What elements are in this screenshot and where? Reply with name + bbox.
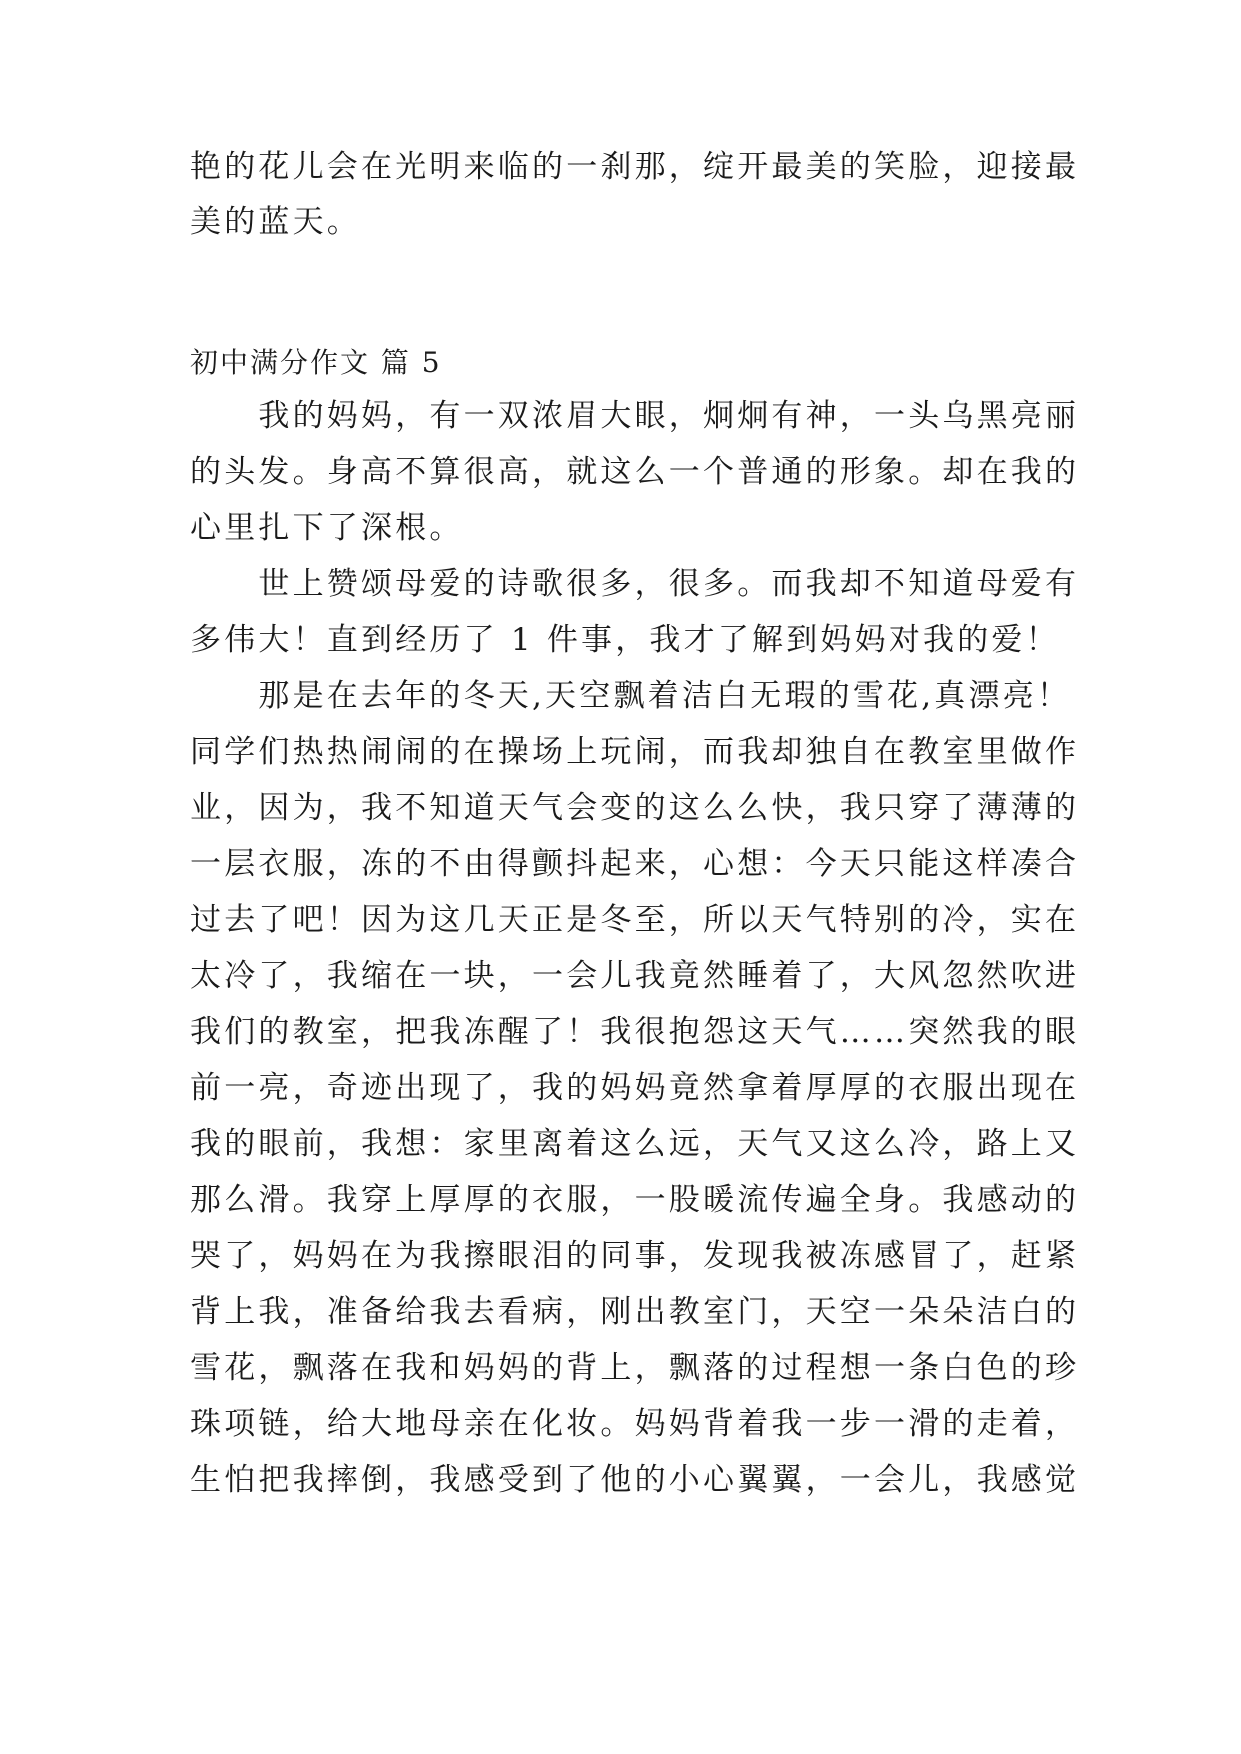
body-line: 的头发。身高不算很高，就这么一个普通的形象。却在我的 — [190, 454, 1080, 490]
body-line: 太冷了，我缩在一块，一会儿我竟然睡着了，大风忽然吹进 — [190, 958, 1080, 994]
body-line: 同学们热热闹闹的在操场上玩闹，而我却独自在教室里做作 — [190, 734, 1080, 770]
body-line: 世上赞颂母爱的诗歌很多，很多。而我却不知道母爱有 — [190, 566, 1080, 602]
body-line: 我的妈妈，有一双浓眉大眼，炯炯有神，一头乌黑亮丽 — [190, 398, 1080, 434]
section-heading: 初中满分作文 篇 5 — [190, 346, 442, 379]
body-line: 业，因为，我不知道天气会变的这么么快，我只穿了薄薄的 — [190, 790, 1080, 826]
body-line: 那么滑。我穿上厚厚的衣服，一股暖流传遍全身。我感动的 — [190, 1182, 1080, 1218]
body-line: 前一亮，奇迹出现了，我的妈妈竟然拿着厚厚的衣服出现在 — [190, 1070, 1080, 1106]
body-line: 我的眼前，我想：家里离着这么远，天气又这么冷，路上又 — [190, 1126, 1080, 1162]
body-line: 一层衣服，冻的不由得颤抖起来，心想：今天只能这样凑合 — [190, 846, 1080, 882]
body-line: 哭了，妈妈在为我擦眼泪的同事，发现我被冻感冒了，赶紧 — [190, 1238, 1080, 1274]
body-line: 生怕把我摔倒，我感受到了他的小心翼翼，一会儿，我感觉 — [190, 1462, 1080, 1498]
body-line: 那是在去年的冬天,天空飘着洁白无瑕的雪花,真漂亮！ — [190, 678, 1072, 714]
body-line: 心里扎下了深根。 — [190, 510, 464, 546]
body-line: 过去了吧！因为这几天正是冬至，所以天气特别的冷，实在 — [190, 902, 1080, 938]
body-line: 多伟大！直到经历了 1 件事，我才了解到妈妈对我的爱！ — [190, 622, 1060, 658]
body-line: 我们的教室，把我冻醒了！我很抱怨这天气……突然我的眼 — [190, 1014, 1080, 1050]
body-line: 雪花，飘落在我和妈妈的背上，飘落的过程想一条白色的珍 — [190, 1350, 1080, 1386]
body-line: 背上我，准备给我去看病，刚出教室门，天空一朵朵洁白的 — [190, 1294, 1080, 1330]
intro-line: 艳的花儿会在光明来临的一刹那，绽开最美的笑脸，迎接最 — [190, 149, 1080, 185]
intro-line: 美的蓝天。 — [190, 204, 361, 240]
body-line: 珠项链，给大地母亲在化妆。妈妈背着我一步一滑的走着， — [190, 1406, 1080, 1442]
